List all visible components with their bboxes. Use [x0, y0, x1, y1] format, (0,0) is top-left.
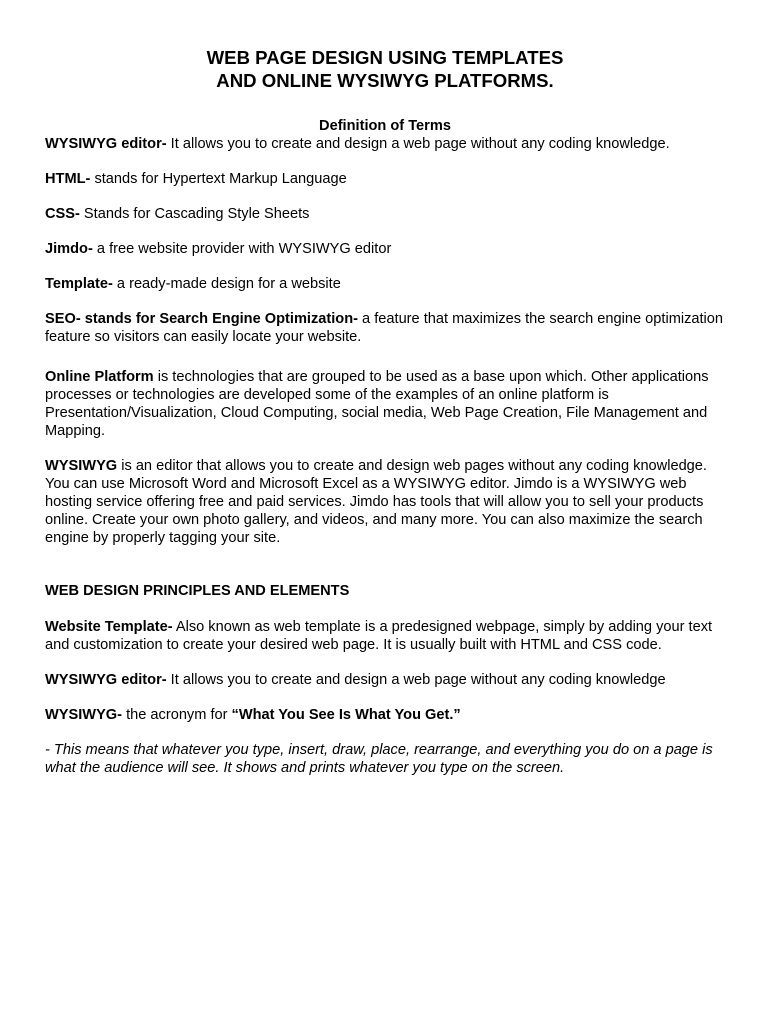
definition-term: Jimdo-: [45, 241, 93, 257]
definition-term: SEO- stands for Search Engine Optimization-: [45, 311, 358, 327]
definition-text: It allows you to create and design a web page without any coding knowledge.: [166, 136, 670, 152]
paragraph-term: Online Platform: [45, 369, 154, 385]
definition-term: WYSIWYG editor-: [45, 136, 167, 152]
paragraph-website-template: [45, 618, 725, 654]
paragraph-text: is technologies that are grouped to be used as a base upon which. Other applications processes or technologies are developed some of the examples of an online platform is Presentation/Visualization, Cloud Computing, social media, Web Page Creation, File Management and Mapping.: [45, 369, 709, 439]
paragraph-text: is an editor that allows you to create and design web pages without any coding knowledge. You can use Microsoft Word and Microsoft Excel as a WYSIWYG editor. Jimdo is a WYSIWYG web hosting service offering free and paid services. Jimdo has tools that will allow you to sell your products online. Create your own photo gallery, and videos, and many more. You can also maximize the search engine by properly tagging your site.: [45, 458, 707, 546]
definition-term: CSS-: [45, 206, 80, 222]
page-title: [45, 46, 725, 92]
paragraph-text: It allows you to create and design a web page without any coding knowledge: [166, 672, 666, 688]
definition-text: a ready-made design for a website: [112, 276, 341, 292]
definition-term: HTML-: [45, 171, 91, 187]
definition-html: [45, 170, 725, 188]
paragraph-term: WYSIWYG editor-: [45, 672, 167, 688]
definition-text: a free website provider with WYSIWYG editor: [92, 241, 392, 257]
paragraph-term: WYSIWYG-: [45, 707, 123, 723]
definition-css: [45, 205, 725, 223]
acronym-quote: “What You See Is What You Get.”: [231, 707, 461, 723]
title-line-2: AND ONLINE WYSIWYG PLATFORMS.: [216, 70, 554, 91]
definition-template: [45, 275, 725, 293]
section-heading-principles: WEB DESIGN PRINCIPLES AND ELEMENTS: [45, 583, 350, 599]
paragraph-wysiwyg-editor: [45, 671, 725, 689]
document-page: [45, 46, 725, 777]
definition-jimdo: [45, 240, 725, 258]
definition-term: Template-: [45, 276, 113, 292]
definition-text: Stands for Cascading Style Sheets: [79, 206, 310, 222]
title-line-1: WEB PAGE DESIGN USING TEMPLATES: [206, 47, 564, 68]
paragraph-text: the acronym for: [122, 707, 232, 723]
definition-text: a feature that maximizes the search engine optimization feature so visitors can easily locate your website.: [45, 311, 724, 345]
paragraph-term: WYSIWYG: [45, 458, 118, 474]
italic-note: - This means that whatever you type, insert, draw, place, rearrange, and everything you do on a page is what the audience will see. It shows and prints whatever you type on the screen.: [45, 742, 713, 776]
paragraph-online-platform: [45, 368, 725, 440]
paragraph-term: Website Template-: [45, 619, 173, 635]
definition-seo: [45, 310, 725, 346]
paragraph-text: Also known as web template is a predesigned webpage, simply by adding your text and customization to create your desired web page. It is usually built with HTML and CSS code.: [45, 619, 713, 653]
definition-wysiwyg-editor: [45, 135, 725, 153]
definition-text: stands for Hypertext Markup Language: [90, 171, 347, 187]
paragraph-wysiwyg: [45, 457, 725, 547]
paragraph-wysiwyg-acronym: [45, 706, 725, 724]
definitions-heading: Definition of Terms: [319, 118, 451, 134]
